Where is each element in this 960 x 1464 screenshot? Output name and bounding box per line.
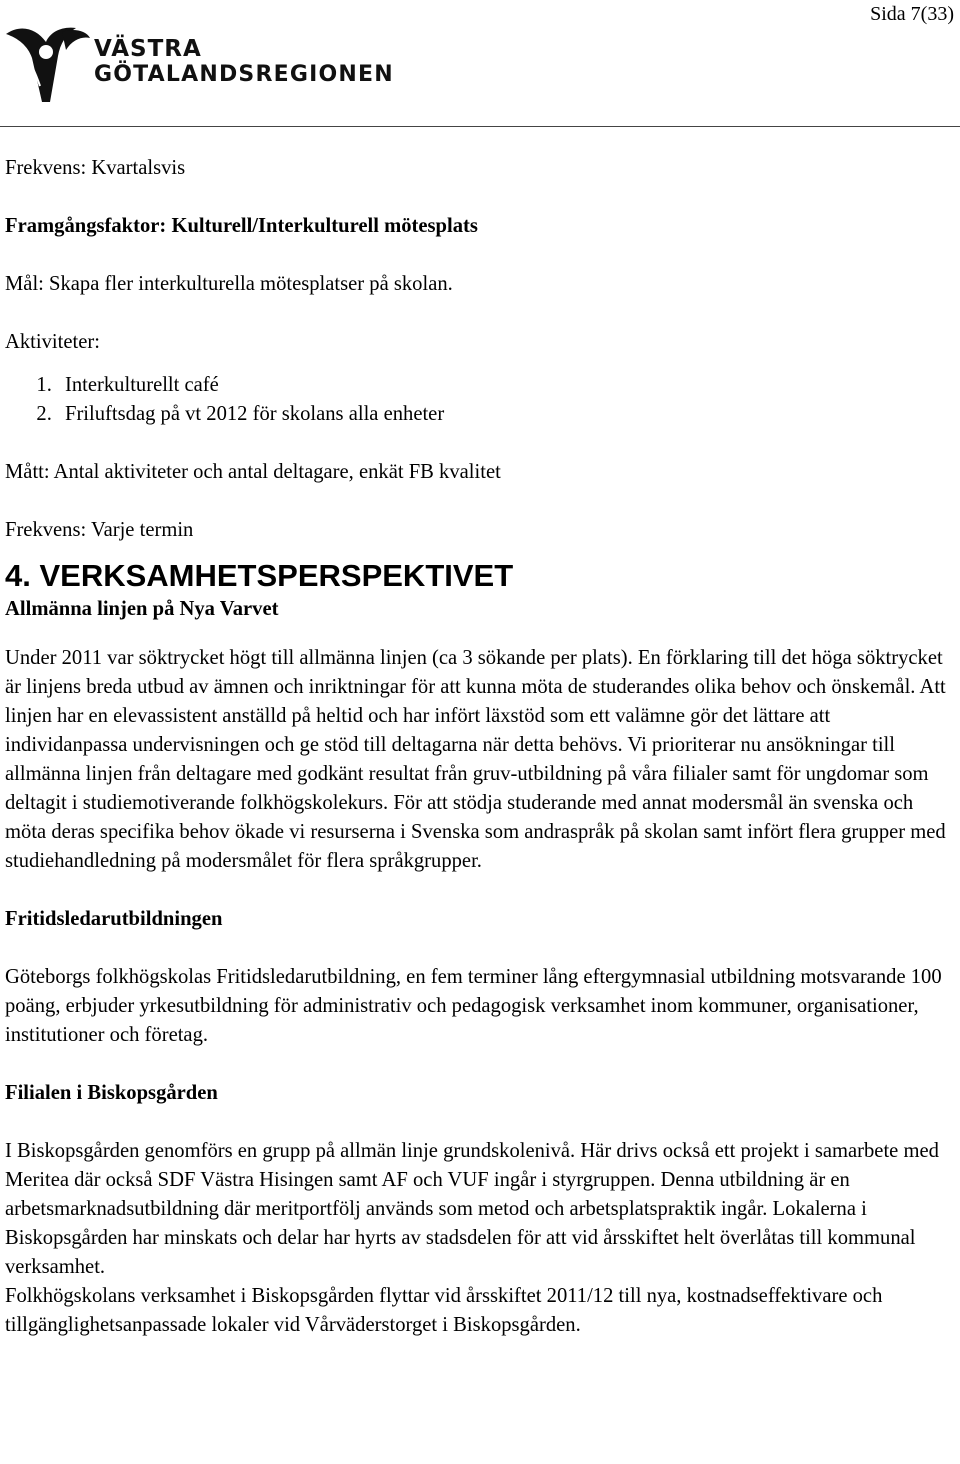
filialen-text-2: Folkhögskolans verksamhet i Biskopsgården flyttar vid årsskiftet 2011/12 till nya, kostnadseffektivare och tillgänglighetsanpassade lokaler vid Vårväderstorget i Biskopsgården. xyxy=(5,1285,883,1336)
list-item: 1. Interkulturellt café xyxy=(57,371,957,400)
filialen-text: I Biskopsgården genomförs en grupp på allmän linje grundskolenivå. Här drivs också ett projekt i samarbete med Meritea där också SDF Västra Hisingen samt AF och VUF ingår i styrgruppen. Denna utbildning är en arbetsmarknadsutbildning där meritportfölj används som metod och arbetsplatspraktik ingår. Lokalerna i Biskopsgården har minskats och delar har hyrts av stadsdelen för att vid årsskiftet helt överlåtas till kommunal verksamhet. xyxy=(5,1140,939,1278)
section-title: 4. VERKSAMHETSPERSPEKTIVET xyxy=(5,558,514,593)
mal-text: Mål: Skapa fler interkulturella mötesplatser på skolan. xyxy=(5,273,453,295)
logo-text-line2: GÖTALANDSREGIONEN xyxy=(94,62,394,87)
page-number: Sida 7(33) xyxy=(870,3,954,25)
section-subtitle: Allmänna linjen på Nya Varvet xyxy=(5,598,279,620)
matt-text: Mått: Antal aktiviteter och antal deltagare, enkät FB kvalitet xyxy=(5,461,501,483)
frekvens-varje-termin: Frekvens: Varje termin xyxy=(5,519,194,541)
framgangsfaktor-heading: Framgångsfaktor: Kulturell/Interkulturell mötesplats xyxy=(5,215,478,237)
frekvens-kvartalsvis: Frekvens: Kvartalsvis xyxy=(5,157,186,179)
header-divider xyxy=(0,126,960,127)
region-emblem-icon xyxy=(6,24,92,108)
document-body xyxy=(5,154,957,1340)
list-item: 2. Friluftsdag på vt 2012 för skolans alla enheter xyxy=(57,400,957,429)
fritidsledar-heading: Fritidsledarutbildningen xyxy=(5,908,223,930)
logo-text-line1: VÄSTRA xyxy=(94,36,202,62)
filialen-heading: Filialen i Biskopsgården xyxy=(5,1082,218,1104)
aktiviteter-label: Aktiviteter: xyxy=(5,331,100,353)
aktiviteter-list xyxy=(5,371,957,429)
fritidsledar-text: Göteborgs folkhögskolas Fritidsledarutbildning, en fem terminer lång eftergymnasial utbildning motsvarande 100 poäng, erbjuder yrkesutbildning för administrativ och pedagogisk verksamhet inom kommuner, organisationer, institutioner och företag. xyxy=(5,966,942,1046)
allmanna-linjen-text: Under 2011 var söktrycket högt till allmänna linjen (ca 3 sökande per plats). En förklaring till det höga söktrycket är linjens breda utbud av ämnen och inriktningar för att kunna möta de studerandes olika behov och önskemål. Att linjen har en elevassistent anställd på heltid och har infört läxstöd som ett valämne gör det lättare att individanpassa undervisningen och ge stöd till deltagarna när detta behövs. Vi prioriterar nu ansökningar till allmänna linjen från deltagare med godkänt resultat från gruv-utbildning på våra filialer samt för ungdomar som deltagit i studiemotiverande folkhögskolekurs. För att stödja studerande med annat modersmål än svenska och möta deras specifika behov ökade vi resurserna i Svenska som andraspråk på skolan samt infört flera grupper med studiehandledning på modersmålet för flera språkgrupper. xyxy=(5,647,946,872)
vastra-gotalandsregionen-logo xyxy=(6,24,394,108)
